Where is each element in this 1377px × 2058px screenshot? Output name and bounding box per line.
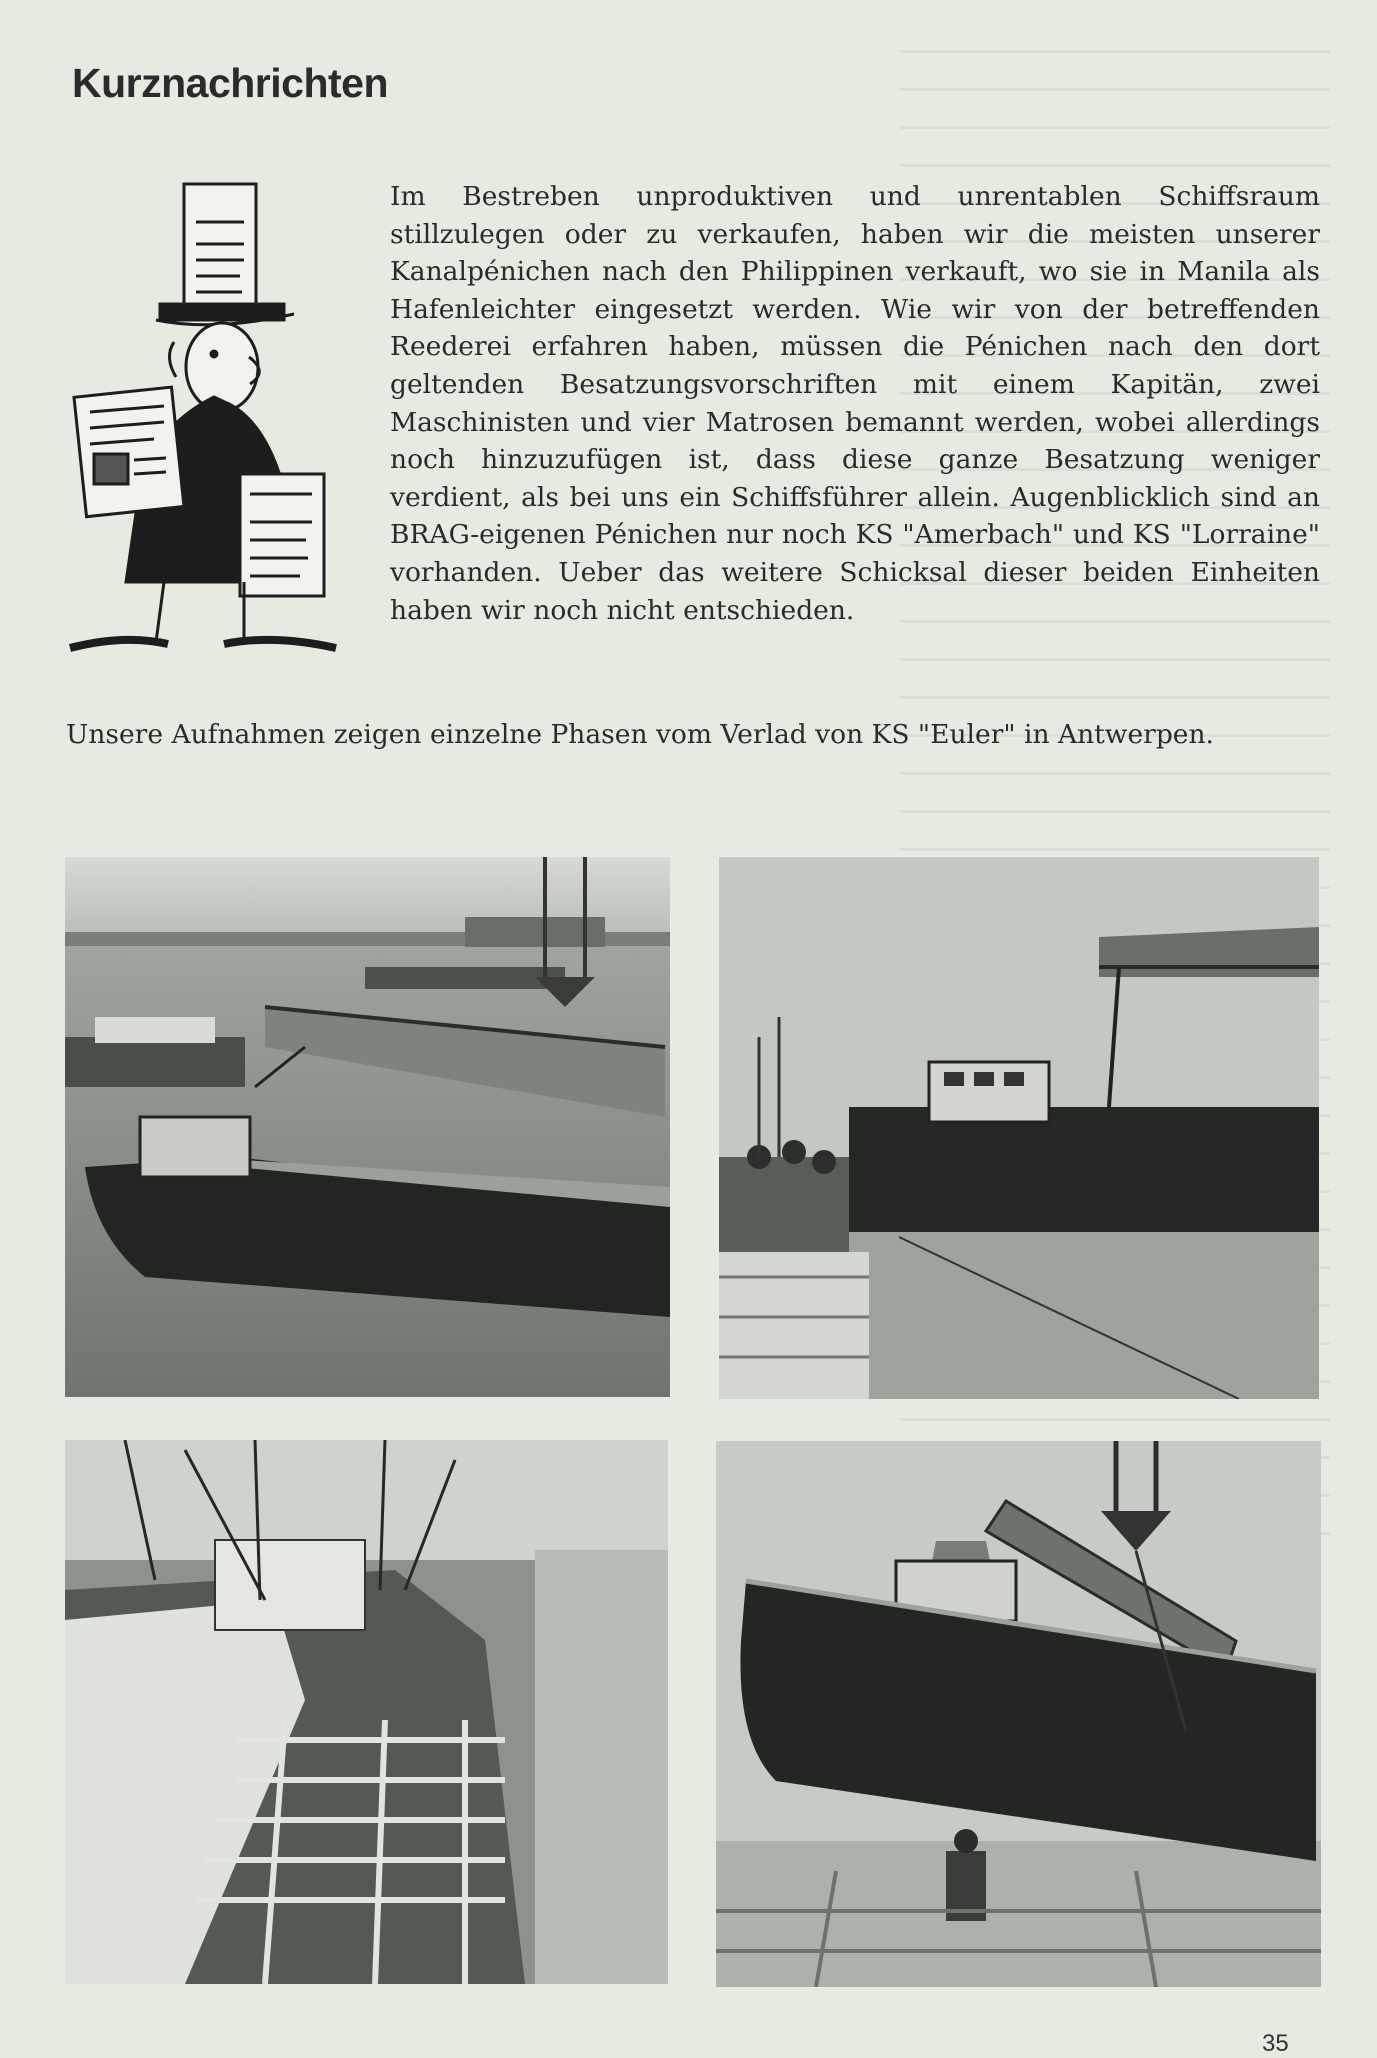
photo-cargo-ship-deck [65, 1440, 668, 1984]
photo-barge-hanging-crane [716, 1441, 1321, 1987]
barge-crane-photo-icon [716, 1441, 1321, 1987]
newspaper-vendor-illustration [64, 182, 354, 662]
intro-paragraph: Im Bestreben unproduktiven und unrentablen Schiffsraum stillzulegen oder zu verkaufen, haben wir die meisten unserer Kanalpénichen nach den Philippinen verkauft, wo sie in Manila als Hafenleichter eingesetzt werden. Wie wir von der betreffenden Reederei erfahren haben, müssen die Pénichen nach den dort geltenden Besatzungsvorschriften mit einem Kapitän, zwei Maschinisten und vier Matrosen bemannt werden, wobei allerdings noch hinzuzufügen ist, dass diese ganze Besatzung weniger verdient, als bei uns ein Schiffsführer allein. Augenblicklich sind an BRAG-eigenen Pénichen nur noch KS "Amerbach" und KS "Lorraine" vorhanden. Ueber das weitere Schicksal dieser beiden Einheiten haben wir noch nicht entschieden. [390, 181, 1320, 626]
page-title: Kurznachrichten [72, 60, 388, 106]
barge-quay-photo-icon [719, 857, 1319, 1399]
photo-barge-lifted-harbor [65, 857, 670, 1397]
cartoon-vendor-icon [64, 182, 354, 662]
barge-photo-icon [65, 857, 670, 1397]
page-number: 35 [1262, 2030, 1289, 2057]
photo-barge-over-quay [719, 857, 1319, 1399]
photo-caption: Unsere Aufnahmen zeigen einzelne Phasen vom Verlad von KS "Euler" in Antwerpen. [66, 719, 1214, 750]
ship-deck-photo-icon [65, 1440, 668, 1984]
